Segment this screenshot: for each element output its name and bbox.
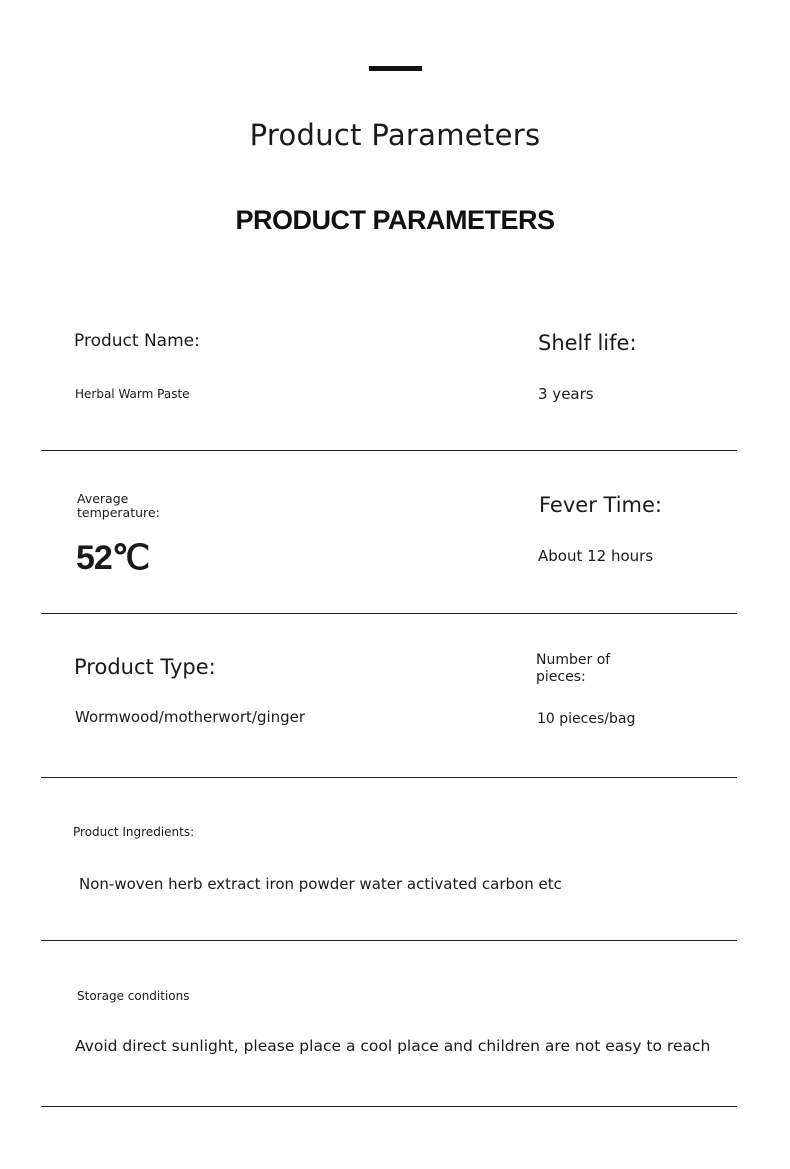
row-divider [41, 1106, 737, 1107]
storage-value: Avoid direct sunlight, please place a cool place and children are not easy to reach [75, 1037, 711, 1055]
fever-time-value: About 12 hours [538, 547, 654, 565]
product-type-value: Wormwood/motherwort/ginger [75, 708, 306, 726]
storage-label: Storage conditions [77, 989, 190, 1003]
product-type-label: Product Type: [74, 655, 216, 679]
row-divider [41, 450, 737, 451]
row-divider [41, 613, 737, 614]
pieces-label: Number of pieces: [536, 652, 611, 685]
shelf-life-value: 3 years [538, 385, 594, 403]
row-divider [41, 777, 737, 778]
avg-temp-value: 52℃ [76, 539, 150, 577]
product-name-value: Herbal Warm Paste [75, 387, 190, 401]
fever-time-label: Fever Time: [539, 493, 662, 517]
page-title: Product Parameters [249, 118, 541, 152]
avg-temp-label: Average temperature: [77, 491, 160, 520]
ingredients-label: Product Ingredients: [73, 825, 195, 839]
pieces-value: 10 pieces/bag [537, 711, 636, 727]
product-name-label: Product Name: [74, 331, 200, 351]
page-subtitle: PRODUCT PARAMETERS [235, 205, 555, 235]
ingredients-value: Non-woven herb extract iron powder water activated carbon etc [79, 875, 562, 893]
header-accent-bar [369, 66, 422, 71]
row-divider [41, 940, 737, 941]
shelf-life-label: Shelf life: [538, 331, 637, 355]
